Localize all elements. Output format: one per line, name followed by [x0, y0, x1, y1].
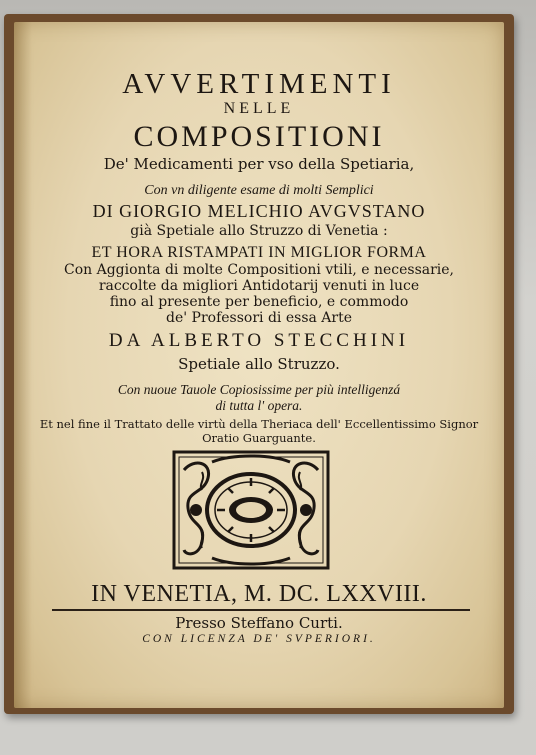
author-name: DI GIORGIO MELICHIO AVGVSTANO — [92, 201, 426, 221]
imprint-printer: Presso Steffano Curti. — [175, 614, 343, 632]
reprint-line-3: fino al presente per beneficio, e commodo — [109, 294, 409, 310]
reprint-line-1: Con Aggionta di molte Compositioni vtili, e necessarie, — [63, 262, 455, 278]
treatise-note-line-2: Oratio Guarguante. — [202, 431, 316, 445]
treatise-note-line-1: Et nel fine il Trattato delle virtù della Theriaca dell' Eccellentissimo Signor — [39, 417, 479, 431]
tables-note-line-1: Con nuoue Tauole Copiosissime per più intelligenzá — [117, 382, 401, 397]
imprint-place-date: IN VENETIA, M. DC. LXXVIII. — [91, 581, 427, 607]
reprint-line-4: de' Professori di essa Arte — [165, 310, 353, 326]
author-description: già Spetiale allo Struzzo di Venetia : — [130, 223, 388, 239]
imprint-rule — [52, 609, 470, 611]
editor-description: Spetiale allo Struzzo. — [178, 355, 340, 373]
subtitle-esame: Con vn diligente esame di molti Semplici — [144, 183, 374, 198]
title-compositioni: COMPOSITIONI — [133, 120, 385, 153]
editor-name: DA ALBERTO STECCHINI — [108, 330, 410, 351]
subtitle-medicamenti: De' Medicamenti per vso della Spetiaria, — [103, 155, 415, 173]
printers-device-ornament — [172, 450, 330, 570]
imprint-license: CON LICENZA DE' SVPERIORI. — [142, 633, 376, 645]
reprint-heading: ET HORA RISTAMPATI IN MIGLIOR FORMA — [91, 244, 427, 261]
title-avvertimenti: AVVERTIMENTI — [122, 68, 396, 100]
reprint-line-2: raccolte da migliori Antidotarij venuti in luce — [98, 278, 420, 294]
tables-note-line-2: di tutta l' opera. — [215, 398, 303, 413]
title-page — [14, 22, 504, 708]
title-nelle: NELLE — [223, 100, 295, 117]
